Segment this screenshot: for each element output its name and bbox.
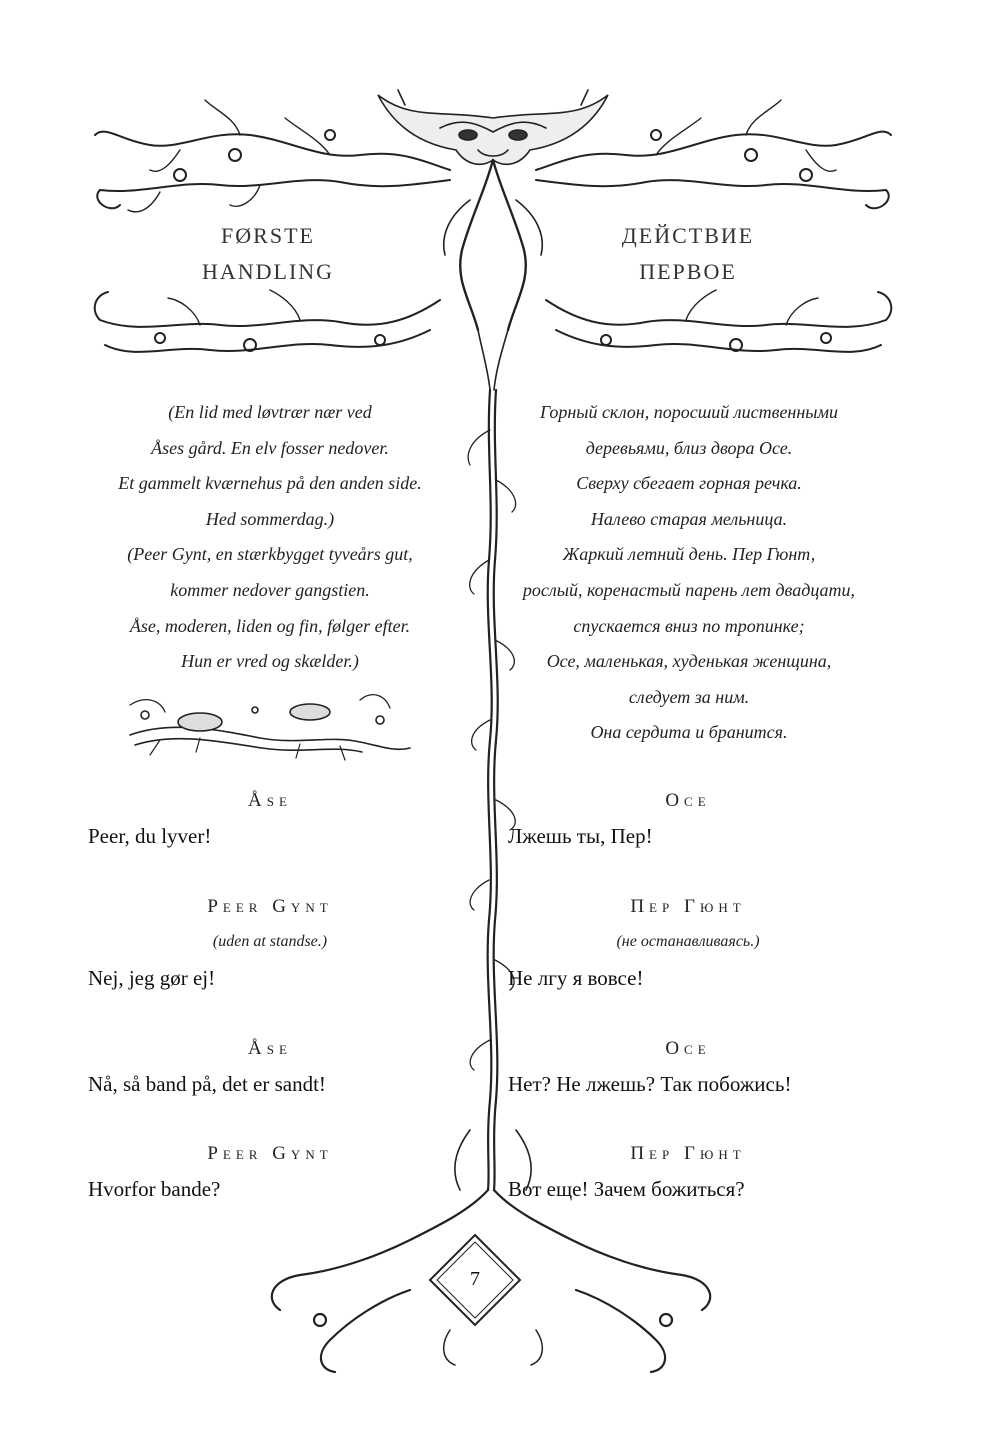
dialogue-line: Вот еще! Зачем божиться? — [508, 1177, 745, 1201]
salamander-vignette — [130, 695, 410, 760]
stage-line: Налево старая мельница. — [590, 508, 788, 529]
stage-line: рослый, коренастый парень лет двадцати, — [522, 579, 856, 600]
stage-line: Et gammelt kværnehus på den anden side. — [118, 473, 422, 494]
vine-mid-right — [546, 290, 891, 352]
stage-line: Осе, маленькая, худенькая женщина, — [546, 651, 832, 672]
stage-line: (Peer Gynt, en stærkbygget tyveårs gut, — [127, 544, 413, 565]
stage-line: kommer nedover gangstien. — [170, 579, 370, 600]
stage-line: Сверху сбегает горная речка. — [576, 473, 802, 494]
dialogue-line: Peer, du lyver! — [88, 824, 212, 848]
left-heading-line-2: HANDLING — [201, 259, 335, 284]
stage-line: Åses gård. En elv fosser nedover. — [151, 437, 389, 458]
speaker-name: Peer Gynt — [207, 896, 333, 917]
page-number: 7 — [470, 1268, 480, 1290]
stage-line: Она сердита и бранится. — [590, 722, 788, 743]
speaker-direction: (uden at standse.) — [212, 933, 328, 950]
stage-line: Hed sommerdag.) — [205, 508, 335, 529]
dialogue-line: Nå, så band på, det er sandt! — [88, 1072, 326, 1096]
dialogue-line: Нет? Не лжешь? Так побожись! — [508, 1072, 792, 1096]
stage-line: следует за ним. — [628, 686, 750, 707]
mask-ornament — [378, 90, 608, 164]
vine-mid-left — [95, 290, 440, 352]
stage-line: спускается вниз по тропинке; — [573, 615, 805, 636]
stage-line: Горный склон, поросший лиственными — [540, 402, 838, 422]
stage-line: деревьями, близ двора Осе. — [585, 437, 793, 458]
tree-crown — [444, 160, 543, 390]
dialogue-line: Лжешь ты, Пер! — [508, 824, 653, 848]
right-heading-line-2: ПЕРВОЕ — [639, 259, 737, 284]
stage-line: Åse, moderen, liden og fin, følger efter. — [129, 615, 411, 636]
stage-line: (En lid med løvtrær nær ved — [168, 402, 372, 422]
right-stage-direction — [502, 395, 876, 751]
stage-line: Hun er vred og skælder.) — [181, 651, 359, 672]
speaker-direction: (не останавливаясь.) — [616, 933, 760, 950]
stage-line: Жаркий летний день. Пер Гюнт, — [562, 544, 816, 565]
speaker-name: Осе — [665, 790, 711, 811]
dialogue-line: Не лгу я вовсе! — [508, 966, 644, 990]
left-stage-direction — [88, 395, 452, 680]
speaker-name: Åse — [248, 790, 292, 811]
left-heading — [168, 218, 368, 290]
dialogue-line: Nej, jeg gør ej! — [88, 966, 216, 990]
speaker-name: Пер Гюнт — [630, 1143, 746, 1164]
speaker-name: Осе — [665, 1038, 711, 1059]
left-heading-line-1: FØRSTE — [221, 223, 315, 248]
right-heading — [588, 218, 788, 290]
speaker-name: Пер Гюнт — [630, 896, 746, 917]
speaker-name: Åse — [248, 1038, 292, 1059]
right-heading-line-1: ДЕЙСТВИЕ — [621, 223, 755, 248]
dialogue-line: Hvorfor bande? — [88, 1177, 221, 1201]
speaker-name: Peer Gynt — [207, 1143, 333, 1164]
